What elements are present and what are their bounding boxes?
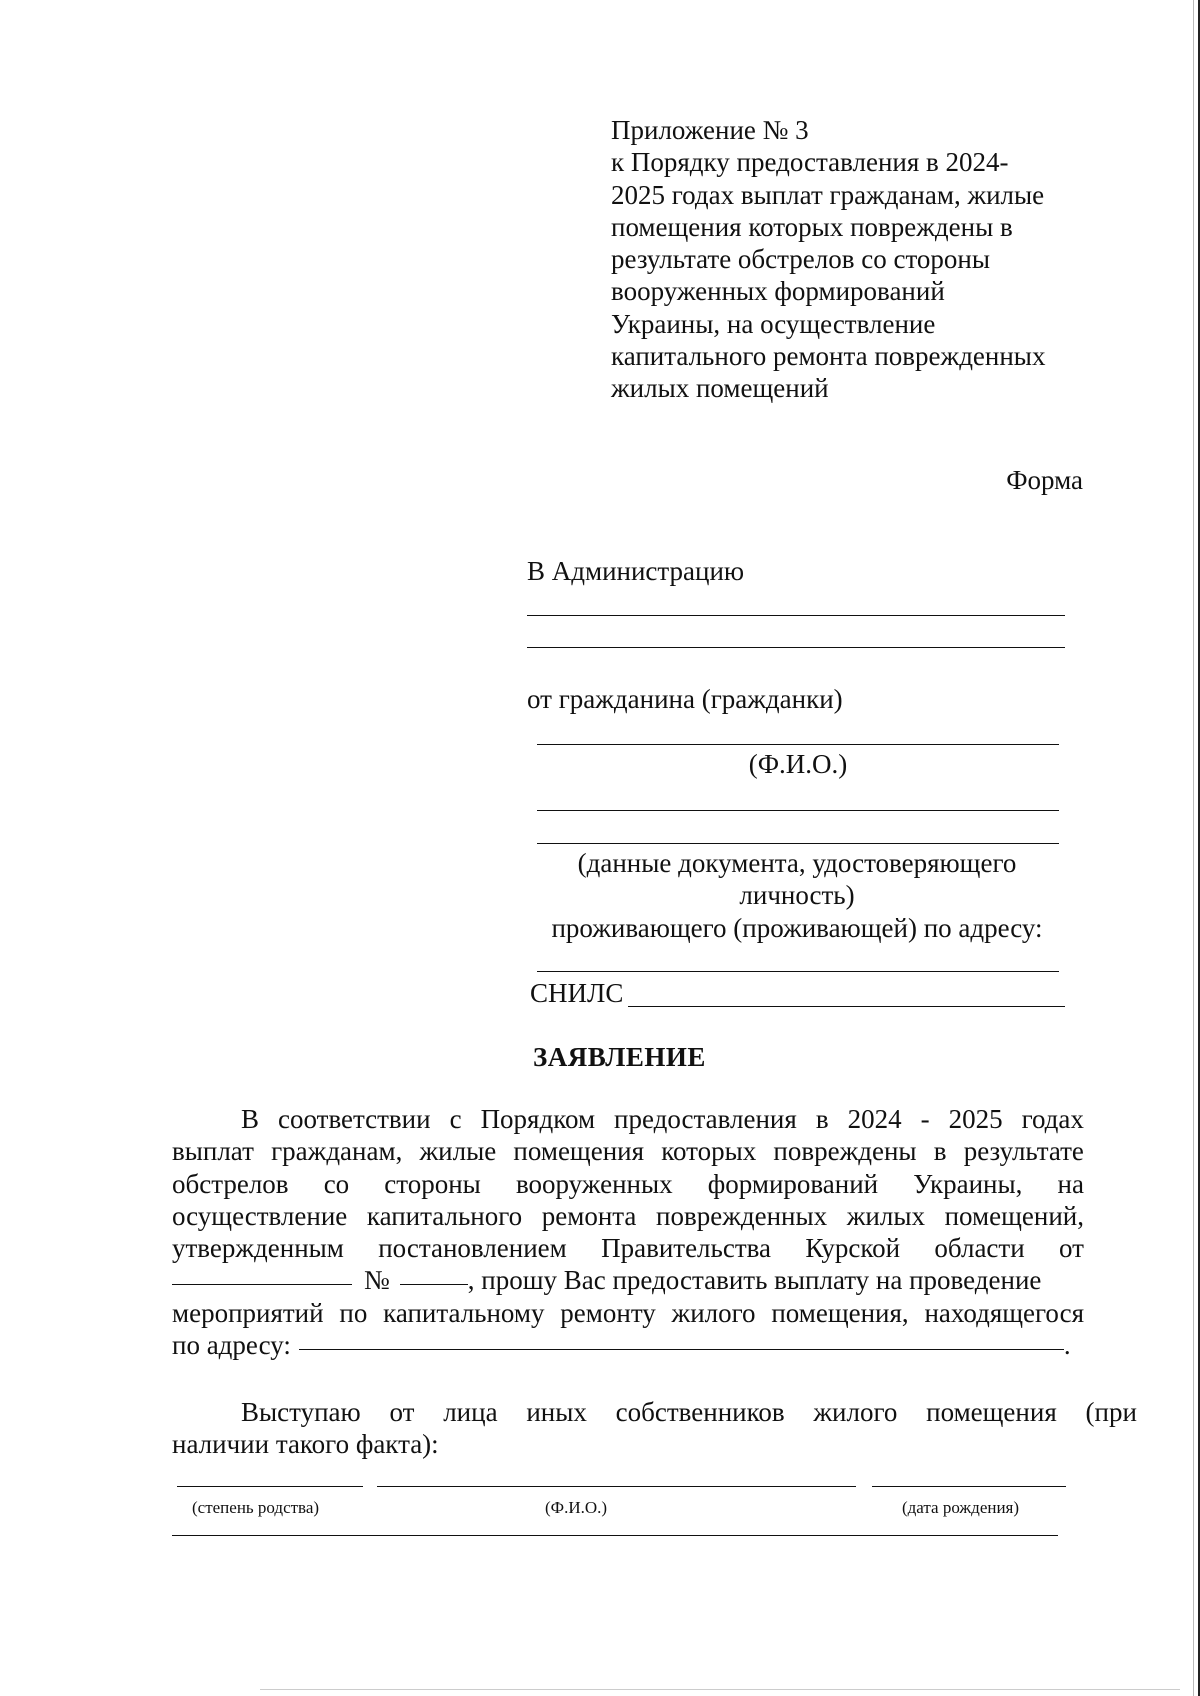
word: в [815, 1104, 829, 1134]
word: в [933, 1136, 947, 1167]
word: помещений, [944, 1200, 1084, 1231]
text-line [172, 1428, 1084, 1460]
word: ремонту [560, 1297, 656, 1328]
residing-label: проживающего (проживающей) по адресу: [551, 913, 1043, 943]
birthdate-caption: (дата рождения) [902, 1498, 1020, 1517]
id-doc-caption: (данные документа, удостоверяющего [577, 848, 1017, 878]
word: на [1057, 1168, 1084, 1199]
document-title: ЗАЯВЛЕНИЕ [533, 1042, 706, 1072]
word: гражданам, [271, 1136, 403, 1167]
appendix-line: Приложение № 3 [611, 115, 809, 145]
appendix-line: жилых помещений [611, 373, 829, 404]
word: В [241, 1104, 260, 1134]
owner-fio-caption: (Ф.И.О.) [545, 1498, 608, 1517]
word: результате [963, 1136, 1084, 1167]
word: (при [1085, 1397, 1137, 1427]
fio-caption: (Ф.И.О.) [748, 749, 848, 779]
word: 2025 [948, 1104, 1003, 1134]
word: которых [661, 1136, 757, 1167]
word: с [449, 1104, 462, 1134]
period: . [1063, 1330, 1071, 1361]
word: капитальному [383, 1297, 545, 1328]
appendix-line: Украины, на осуществление [611, 308, 936, 339]
text-line [172, 1264, 1084, 1296]
text-line [172, 1232, 1084, 1264]
appendix-line: капитального ремонта поврежденных [611, 341, 1046, 372]
word: вооруженных [515, 1168, 673, 1199]
id-doc-line [537, 810, 1059, 811]
word: жилые [419, 1136, 497, 1167]
decree-number-blank [400, 1264, 468, 1285]
snils-label: СНИЛС [530, 978, 624, 1008]
word: собственников [615, 1397, 785, 1427]
word: жилого [813, 1397, 898, 1427]
word: обстрелов [172, 1168, 289, 1199]
word: осуществление [172, 1200, 348, 1231]
kinship-line [177, 1486, 363, 1487]
word: по [339, 1297, 368, 1328]
scan-edge [1193, 0, 1194, 1696]
appendix-line: результате обстрелов со стороны [611, 244, 990, 275]
text-line [172, 1396, 1137, 1428]
appendix-line: вооруженных формирований [611, 276, 945, 307]
owner-fio-line [377, 1486, 856, 1487]
text-line [172, 1135, 1084, 1167]
appendix-line: к Порядку предоставления в 2024- [611, 147, 1009, 178]
word: иных [526, 1397, 587, 1427]
admin-name-line [527, 647, 1065, 648]
text-line [172, 1103, 1084, 1135]
word: ремонта [541, 1200, 637, 1231]
word: помещения [926, 1397, 1057, 1427]
form-label: Форма [1006, 465, 1083, 495]
word: повреждены [773, 1136, 917, 1167]
word: мероприятий [172, 1297, 324, 1328]
word: от [389, 1397, 415, 1427]
addressee-from: от гражданина (гражданки) [527, 684, 843, 714]
text-line [172, 1168, 1084, 1200]
word: Выступаю [241, 1397, 361, 1427]
word: 2024 [847, 1104, 902, 1134]
word: жилых [846, 1200, 925, 1231]
request-text: , прошу Вас предоставить выплату на проведение [467, 1265, 1042, 1296]
addressee-to: В Администрацию [527, 556, 745, 586]
text-line [172, 1297, 1084, 1329]
word: годах [1021, 1104, 1084, 1134]
word: от [1059, 1233, 1084, 1264]
word: формирований [707, 1168, 879, 1199]
fio-line [537, 744, 1059, 745]
appendix-line: 2025 годах выплат гражданам, жилые [611, 179, 1045, 210]
text-line [172, 1329, 1084, 1361]
text-line [172, 1200, 1084, 1232]
word: помещения, [771, 1297, 909, 1328]
word: - [920, 1104, 930, 1134]
kinship-caption: (степень родства) [192, 1498, 320, 1517]
word: постановлением [378, 1233, 567, 1264]
property-address-blank [299, 1329, 1064, 1350]
appendix-header [611, 114, 1081, 405]
word: Правительства [601, 1233, 772, 1264]
address-line [537, 971, 1059, 972]
owners-intro: наличии такого факта): [172, 1429, 439, 1460]
address-prefix: по адресу: [172, 1330, 291, 1361]
owner-row-line [172, 1535, 1058, 1536]
word: лица [443, 1397, 498, 1427]
decree-date-blank [172, 1264, 352, 1285]
word: утвержденным [172, 1233, 344, 1264]
word: соответствии [278, 1104, 431, 1134]
owners-paragraph [172, 1396, 1137, 1461]
word: области [934, 1233, 1025, 1264]
word: поврежденных [656, 1200, 828, 1231]
word: выплат [172, 1136, 254, 1167]
scan-edge [260, 1689, 1180, 1690]
word: со [323, 1168, 350, 1199]
admin-name-line [527, 615, 1065, 616]
word: капитального [366, 1200, 523, 1231]
word: стороны [384, 1168, 481, 1199]
id-doc-line [537, 843, 1059, 844]
word: Украины, [913, 1168, 1023, 1199]
word: Порядком [480, 1104, 596, 1134]
number-sign: № [364, 1265, 390, 1296]
birthdate-line [872, 1486, 1066, 1487]
word: жилого [671, 1297, 756, 1328]
word: находящегося [924, 1297, 1084, 1328]
appendix-line: помещения которых повреждены в [611, 211, 1013, 242]
snils-line [628, 1006, 1065, 1007]
id-doc-caption: личность) [739, 880, 855, 910]
statement-paragraph [172, 1103, 1084, 1361]
word: Курской [805, 1233, 901, 1264]
word: помещения [513, 1136, 645, 1167]
word: предоставления [614, 1104, 797, 1134]
